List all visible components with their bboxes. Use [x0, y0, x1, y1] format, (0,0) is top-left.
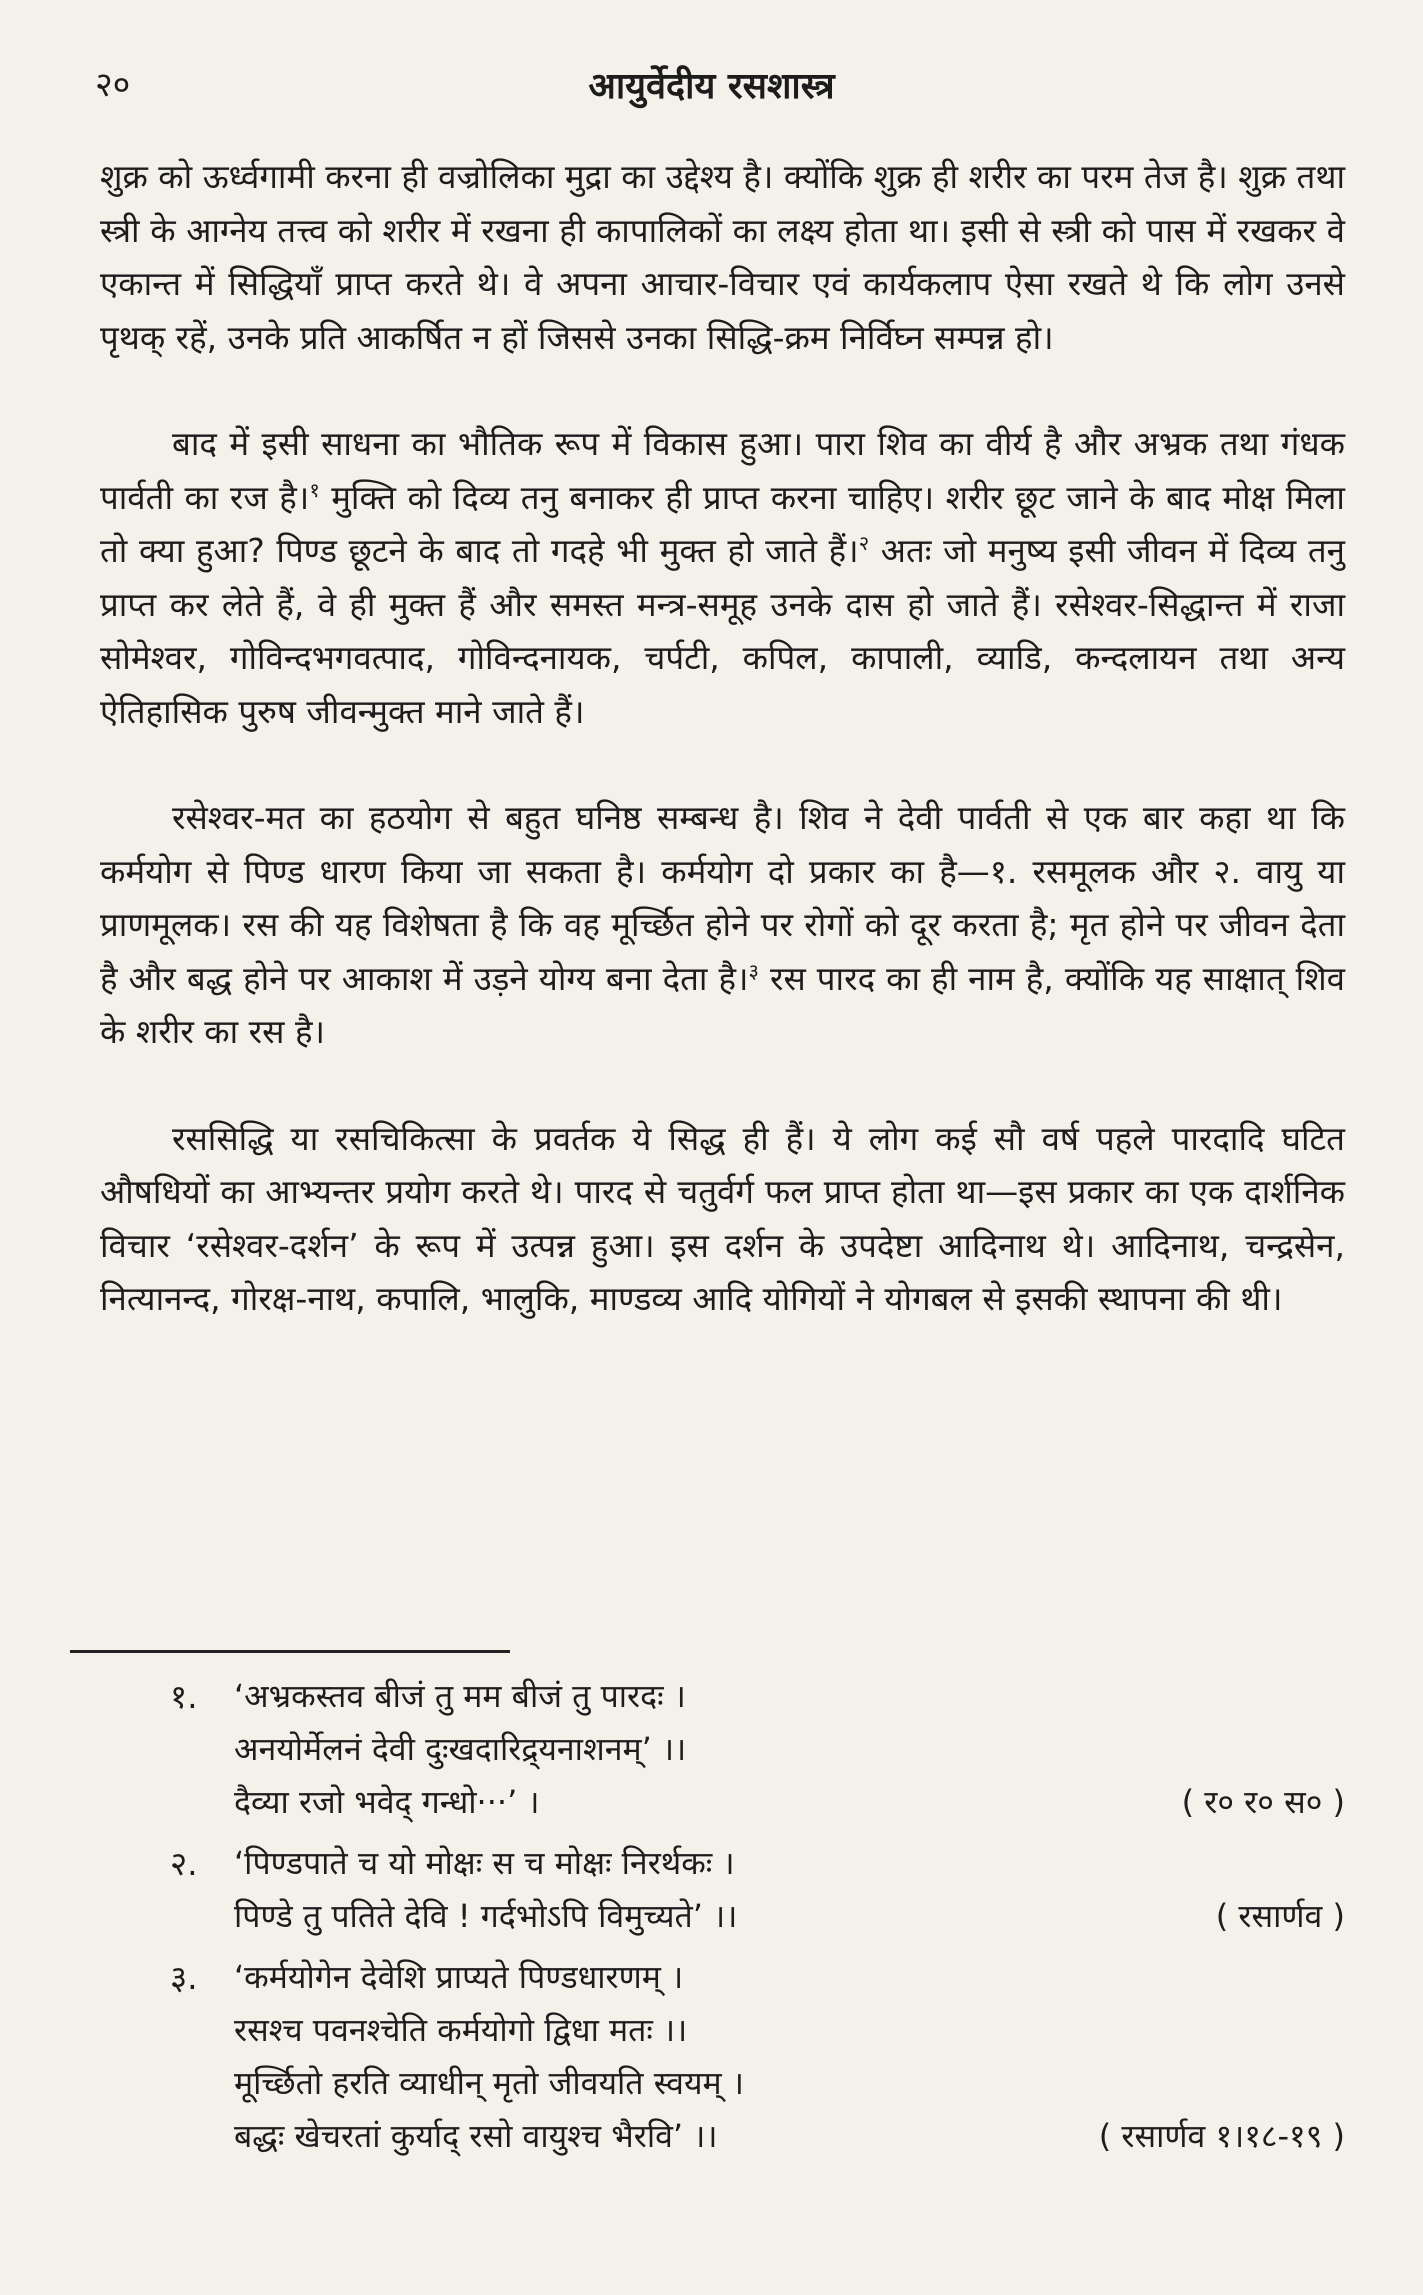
paragraph-4 — [100, 1112, 1345, 1326]
verse-line: ‘अभ्रकस्तव बीजं तु मम बीजं तु पारदः । — [234, 1677, 686, 1715]
paragraph-text: मुक्ति को दिव्य तनु बनाकर ही प्राप्त करना चाहिए। शरीर छूट जाने के बाद मोक्ष मिला तो क्या हुआ? पिण्ड छूटने के बाद तो गदहे भी मुक्त हो जाते हैं। — [100, 477, 1345, 570]
footnote-ref-2: २ — [858, 531, 870, 555]
footnote-source: ( रसार्णव १।१८-१९ ) — [1098, 2117, 1345, 2155]
verse-line — [234, 1890, 1345, 1943]
verse-line-text: दैव्या रजो भवेद् गन्धो···’ । — [234, 1783, 540, 1821]
verse-line-text: बद्धः खेचरतां कुर्याद् रसो वायुश्च भैरवि’ ।। — [234, 2117, 718, 2155]
verse-line — [234, 2110, 1345, 2163]
footnote-verse — [234, 1951, 1345, 2163]
footnote-3 — [170, 1951, 1345, 2163]
footnote-source: ( र० र० स० ) — [1181, 1783, 1345, 1821]
main-text — [100, 150, 1345, 1379]
footnote-ref-1: १ — [309, 477, 320, 502]
verse-line: ‘पिण्डपाते च यो मोक्षः स च मोक्षः निरर्थकः । — [234, 1844, 735, 1882]
running-title: आयुर्वेदीय रसशास्त्र — [588, 66, 835, 107]
footnote-verse — [234, 1837, 1345, 1943]
verse-line: रसश्च पवनश्चेति कर्मयोगो द्विधा मतः ।। — [234, 2011, 688, 2049]
footnote-number: २. — [170, 1844, 198, 1883]
footnote-2 — [170, 1837, 1345, 1943]
paragraph-text: रस पारद का ही नाम है, क्योंकि यह साक्षात् शिव के शरीर का रस है। — [100, 958, 1346, 1051]
footnote-number: ३. — [170, 1958, 198, 1997]
page-header — [95, 60, 1328, 120]
paragraph-text: रसेश्वर-मत का हठयोग से बहुत घनिष्ठ सम्बन्ध है। शिव ने देवी पार्वती से एक बार कहा था कि कर्मयोग से पिण्ड धारण किया जा सकता है। कर्मयोग दो प्रकार का है—१. रसमूलक और २. वायु या प्राणमूलक। रस की यह विशेषता है कि वह मूर्च्छित होने पर रोगों को दूर करता है; मृत होने पर जीवन देता है और बद्ध होने पर आकाश में उड़ने योग्य बना देता है। — [100, 798, 1345, 998]
verse-line-text: पिण्डे तु पतिते देवि ! गर्दभोऽपि विमुच्यते’ ।। — [234, 1897, 738, 1935]
footnote-1 — [170, 1670, 1345, 1829]
verse-line: मूर्च्छितो हरति व्याधीन् मृतो जीवयति स्वयम् । — [234, 2064, 744, 2102]
verse-line: ‘कर्मयोगेन देवेशि प्राप्यते पिण्डधारणम् । — [234, 1958, 684, 1996]
paragraph-1 — [100, 150, 1345, 364]
verse-line: अनयोर्मेलनं देवी दुःखदारिद्र्यनाशनम्’ ।। — [234, 1730, 687, 1768]
footnote-source: ( रसार्णव ) — [1215, 1897, 1345, 1935]
footnote-ref-3: ३ — [748, 958, 759, 983]
paragraph-2 — [100, 417, 1345, 738]
verse-line — [234, 1776, 1345, 1829]
footnote-divider — [70, 1650, 510, 1653]
footnote-number: १. — [170, 1677, 198, 1716]
paragraph-text: शुक्र को ऊर्ध्वगामी करना ही वज्रोलिका मुद्रा का उद्देश्य है। क्योंकि शुक्र ही शरीर का परम तेज है। शुक्र तथा स्त्री के आग्नेय तत्त्व को शरीर में रखना ही कापालिकों का लक्ष्य होता था। इसी से स्त्री को पास में रखकर वे एकान्त में सिद्धियाँ प्राप्त करते थे। वे अपना आचार-विचार एवं कार्यकलाप ऐसा रखते थे कि लोग उनसे पृथक् रहें, उनके प्रति आकर्षित न हों जिससे उनका सिद्धि-क्रम निर्विघ्न सम्पन्न हो। — [100, 157, 1345, 357]
paragraph-text: रससिद्धि या रसचिकित्सा के प्रवर्तक ये सिद्ध ही हैं। ये लोग कई सौ वर्ष पहले पारदादि घटित औषधियों का आभ्यन्तर प्रयोग करते थे। पारद से चतुर्वर्ग फल प्राप्त होता था—इस प्रकार का एक दार्शनिक विचार ‘रसेश्वर-दर्शन’ के रूप में उत्पन्न हुआ। इस दर्शन के उपदेष्टा आदिनाथ थे। आदिनाथ, चन्द्रसेन, नित्यानन्द, गोरक्ष-नाथ, कपालि, भालुकि, माण्डव्य आदि योगियों ने योगबल से इसकी स्थापना की थी। — [100, 1118, 1345, 1318]
paragraph-3 — [100, 791, 1345, 1059]
paragraph-text: अतः जो मनुष्य इसी जीवन में दिव्य तनु प्राप्त कर लेते हैं, वे ही मुक्त हैं और समस्त मन्त्र-समूह उनके दास हो जाते हैं। रसेश्वर-सिद्धान्त में राजा सोमेश्वर, गोविन्दभगवत्पाद, गोविन्दनायक, चर्पटी, कपिल, कापाली, व्याडि, कन्दलायन तथा अन्य ऐतिहासिक पुरुष जीवन्मुक्त माने जाते हैं। — [100, 531, 1345, 731]
footnote-verse — [234, 1670, 1345, 1829]
page-number: २० — [95, 65, 131, 105]
footnotes — [170, 1670, 1345, 2171]
paragraph-text: बाद में इसी साधना का भौतिक रूप में विकास हुआ। पारा शिव का वीर्य है और अभ्रक तथा गंधक पार्वती का रज है। — [100, 424, 1345, 517]
